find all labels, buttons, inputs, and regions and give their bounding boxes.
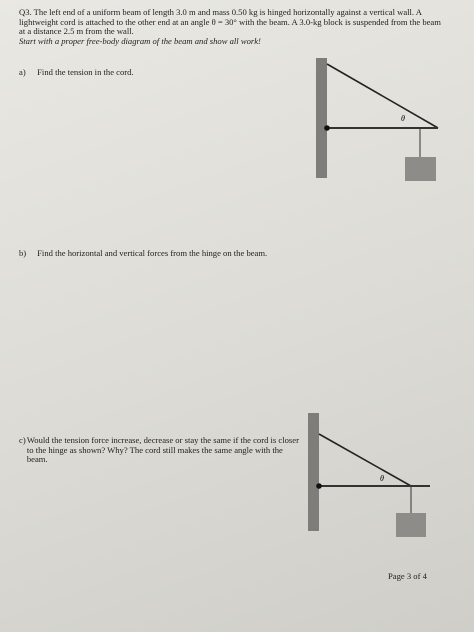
angle-label: θ [401,114,405,123]
beam-diagram-2 [308,413,438,543]
question-statement: Q3. The left end of a uniform beam of length 3.0 m and mass 0.50 kg is hinged horizontally against a vertical wall. A lightweight cord is attached to the other end at an angle θ = 30° with the beam. A 3.0-kg block is suspended from the beam at a distance 2.5 m from the wall. [19,7,441,37]
cord [327,64,438,128]
angle-label: θ [380,474,384,483]
wall [316,58,327,178]
wall [308,413,319,531]
hanging-block [405,157,436,181]
hinge [316,483,322,489]
part-c-text: Would the tension force increase, decrease or stay the same if the cord is closer to the hinge as shown? Why? The cord still makes the same angle with the beam. [26,435,299,465]
part-c-label: c) [19,435,26,445]
part-b-text: Find the horizontal and vertical forces from the hinge on the beam. [37,248,268,258]
part-a [19,68,134,78]
page-number: Page 3 of 4 [388,571,427,581]
part-a-text: Find the tension in the cord. [37,67,134,77]
question-instruction: Start with a proper free-body diagram of the beam and show all work! [19,35,261,46]
beam-diagram-1 [316,58,446,188]
part-b [19,249,267,259]
part-a-label: a) [19,67,26,77]
cord [319,434,411,486]
question-header [19,8,449,46]
hanging-block [396,513,426,537]
part-b-label: b) [19,248,27,258]
part-c [19,436,299,465]
hinge [324,125,330,131]
